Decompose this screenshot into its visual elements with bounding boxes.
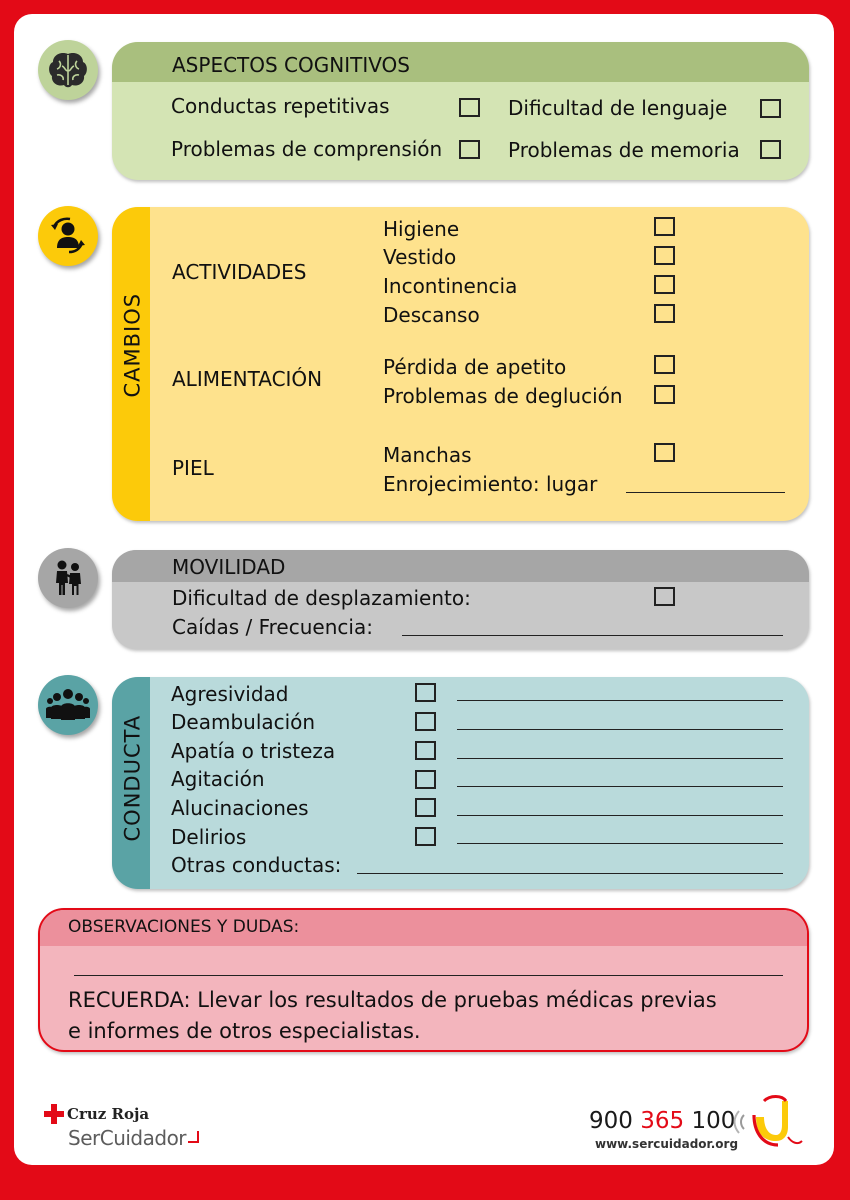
checkbox-descanso[interactable] xyxy=(654,304,675,323)
brand-sercuidador: SerCuidador xyxy=(68,1126,187,1150)
item-higiene: Higiene xyxy=(383,217,460,241)
agresividad-fill-line[interactable] xyxy=(457,700,783,701)
delirios-fill-line[interactable] xyxy=(457,843,783,844)
alucinaciones-fill-line[interactable] xyxy=(457,815,783,816)
reminder-line-1: RECUERDA: Llevar los resultados de pruebas médicas previas xyxy=(68,988,717,1012)
cognitivos-title: ASPECTOS COGNITIVOS xyxy=(172,53,410,77)
checkbox-incontinencia[interactable] xyxy=(654,275,675,294)
item-vestido: Vestido xyxy=(383,245,457,269)
group-people-icon xyxy=(38,675,98,735)
checkbox-problemas-comprension[interactable] xyxy=(459,140,480,159)
item-agitacion: Agitación xyxy=(171,767,265,791)
piel-title: PIEL xyxy=(172,456,214,480)
checkbox-manchas[interactable] xyxy=(654,443,675,462)
deambulacion-fill-line[interactable] xyxy=(457,729,783,730)
phone-part-2: 365 xyxy=(640,1108,685,1134)
movilidad-title: MOVILIDAD xyxy=(172,555,286,579)
cambios-side-label: CAMBIOS xyxy=(120,292,145,398)
footer-title-line-2: VISITA AL MÉDICO xyxy=(295,1126,497,1148)
otras-conductas-fill-line[interactable] xyxy=(357,873,783,874)
item-conductas-repetitivas: Conductas repetitivas xyxy=(171,94,390,118)
phone-number[interactable] xyxy=(589,1110,735,1133)
item-otras-conductas: Otras conductas: xyxy=(171,853,342,877)
item-agresividad: Agresividad xyxy=(171,682,289,706)
item-alucinaciones: Alucinaciones xyxy=(171,796,309,820)
checkbox-agresividad[interactable] xyxy=(415,683,436,702)
reminder-line-2: e informes de otros especialistas. xyxy=(68,1019,421,1043)
item-dificultad-lenguaje: Dificultad de lenguaje xyxy=(508,96,728,120)
item-problemas-memoria: Problemas de memoria xyxy=(508,138,740,162)
actividades-title: ACTIVIDADES xyxy=(172,260,307,284)
website-link[interactable]: www.sercuidador.org xyxy=(595,1137,739,1151)
brain-icon xyxy=(38,40,98,100)
checkbox-problemas-deglucion[interactable] xyxy=(654,385,675,404)
alimentacion-title: ALIMENTACIÓN xyxy=(172,367,323,391)
phone-part-1: 900 xyxy=(589,1108,633,1134)
item-descanso: Descanso xyxy=(383,303,480,327)
checkbox-perdida-apetito[interactable] xyxy=(654,355,675,374)
item-problemas-comprension: Problemas de comprensión xyxy=(171,137,443,161)
agitacion-fill-line[interactable] xyxy=(457,786,783,787)
item-dificultad-desplazamiento: Dificultad de desplazamiento: xyxy=(172,586,471,610)
conducta-side-label: CONDUCTA xyxy=(120,714,145,842)
phone-signal-icon xyxy=(732,1093,804,1151)
cross-icon xyxy=(44,1104,64,1124)
checkbox-vestido[interactable] xyxy=(654,246,675,265)
observaciones-fill-line[interactable] xyxy=(74,975,783,976)
checkbox-dificultad-lenguaje[interactable] xyxy=(760,99,781,118)
caidas-fill-line[interactable] xyxy=(402,635,783,636)
phone-part-3: 100 xyxy=(691,1108,736,1134)
person-cycle-icon xyxy=(38,206,98,266)
checkbox-higiene[interactable] xyxy=(654,217,675,236)
checkbox-alucinaciones[interactable] xyxy=(415,798,436,817)
item-problemas-deglucion: Problemas de deglución xyxy=(383,384,623,408)
item-manchas: Manchas xyxy=(383,443,472,467)
footer-title-line-1: CHECK-LIST PARA PREPARAR LA xyxy=(219,1096,573,1118)
item-incontinencia: Incontinencia xyxy=(383,274,518,298)
item-delirios: Delirios xyxy=(171,825,247,849)
checkbox-apatia-tristeza[interactable] xyxy=(415,741,436,760)
checkbox-agitacion[interactable] xyxy=(415,770,436,789)
checkbox-delirios[interactable] xyxy=(415,827,436,846)
enrojecimiento-fill-line[interactable] xyxy=(626,492,785,493)
item-enrojecimiento: Enrojecimiento: lugar xyxy=(383,472,598,496)
item-apatia-tristeza: Apatía o tristeza xyxy=(171,739,336,763)
item-perdida-apetito: Pérdida de apetito xyxy=(383,355,567,379)
checkbox-deambulacion[interactable] xyxy=(415,712,436,731)
walking-pair-icon xyxy=(38,548,98,608)
checkbox-conductas-repetitivas[interactable] xyxy=(459,98,480,117)
brand-cruz-roja: Cruz Roja xyxy=(67,1105,150,1123)
checkbox-problemas-memoria[interactable] xyxy=(760,140,781,159)
item-deambulacion: Deambulación xyxy=(171,710,316,734)
observaciones-title: OBSERVACIONES Y DUDAS: xyxy=(68,917,300,937)
checkbox-dificultad-desplazamiento[interactable] xyxy=(654,587,675,606)
apatia-fill-line[interactable] xyxy=(457,758,783,759)
brand-mark-icon xyxy=(188,1131,202,1147)
item-caidas-frecuencia: Caídas / Frecuencia: xyxy=(172,615,373,639)
